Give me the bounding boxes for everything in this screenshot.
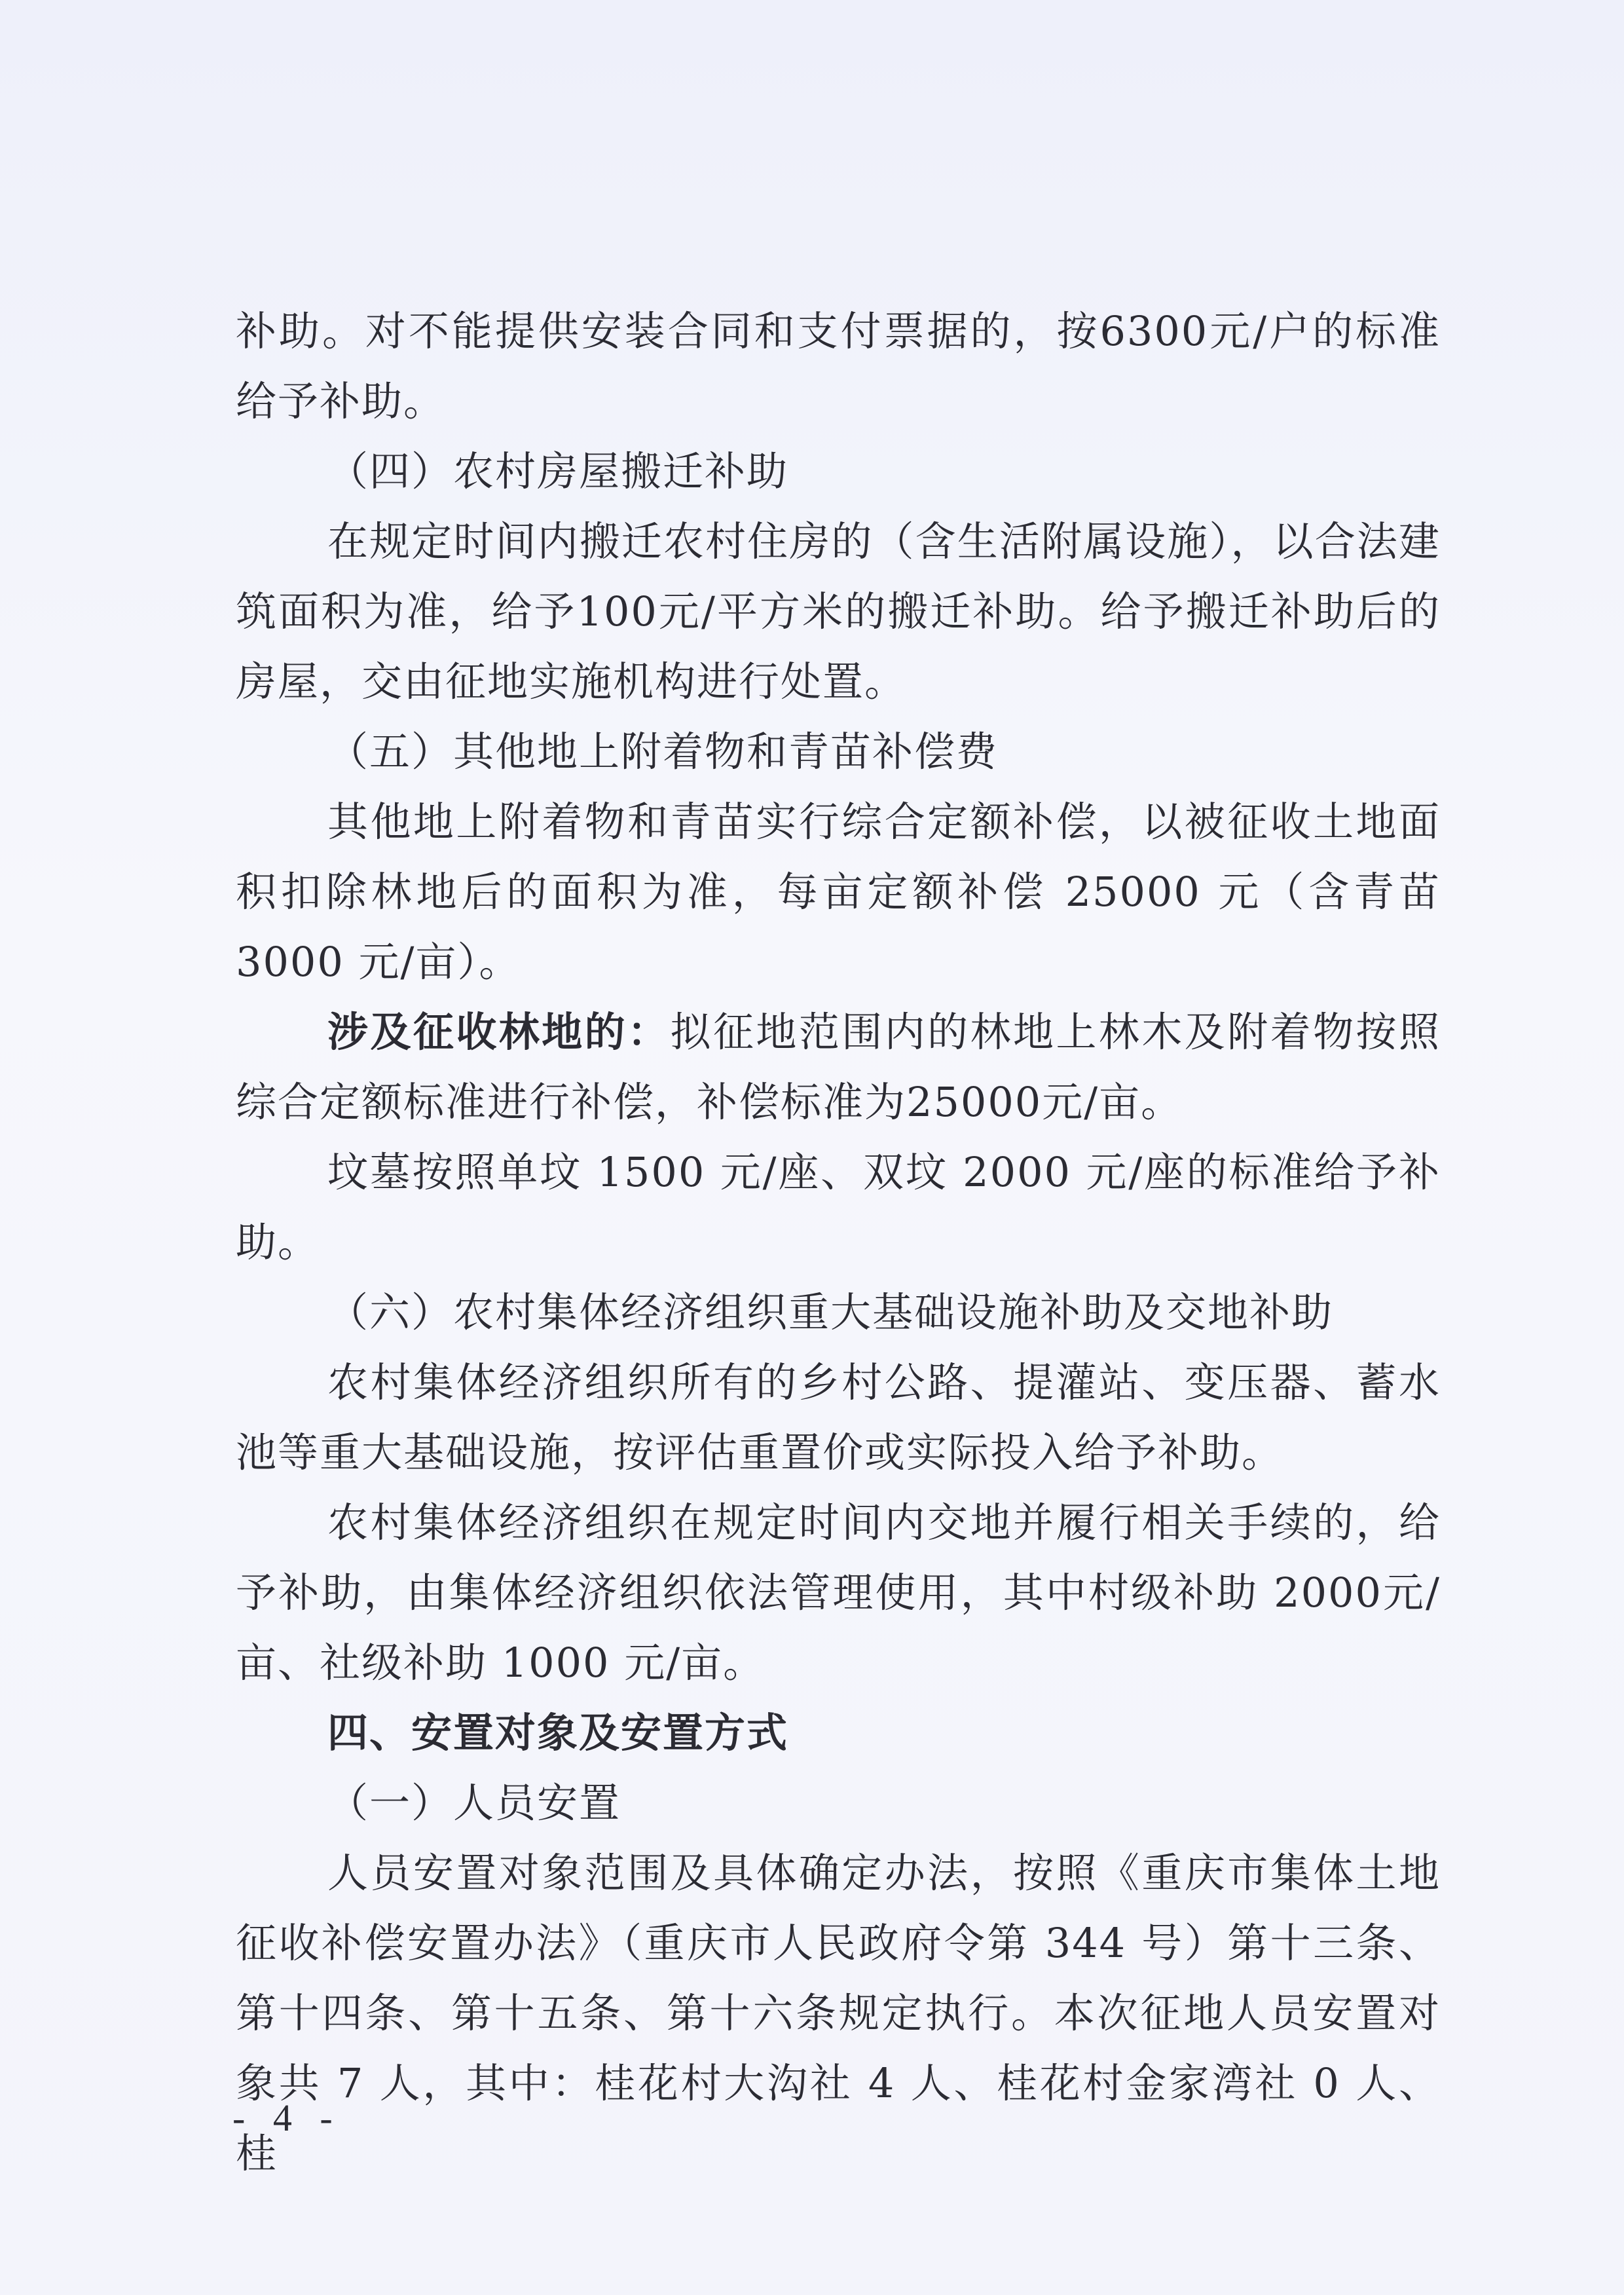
paragraph-land-handover: 农村集体经济组织在规定时间内交地并履行相关手续的，给予补助，由集体经济组织依法管理使用，其中村级补助 2000元/亩、社级补助 1000 元/亩。	[236, 1499, 1441, 1687]
paragraph-personnel: 人员安置对象范围及具体确定办法，按照《重庆市集体土地征收补偿安置办法》（重庆市人民政府令第 344 号）第十三条、第十四条、第十五条、第十六条规定执行。本次征地人员安置对象共 7 人，其中：桂花村大沟社 4 人、桂花村金家湾社 0 人、桂	[236, 1849, 1441, 2177]
paragraph-attachments: 其他地上附着物和青苗实行综合定额补偿，以被征收土地面积扣除林地后的面积为准，每亩定额补偿 25000 元（含青苗3000 元/亩）。	[236, 798, 1441, 986]
heading-infrastructure: （六）农村集体经济组织重大基础设施补助及交地补助	[327, 1288, 1334, 1336]
paragraph-forest-land	[236, 997, 1441, 1137]
page-number: - 4 -	[232, 2097, 342, 2139]
heading-attachments: （五）其他地上附着物和青苗补偿费	[327, 728, 999, 775]
heading-resettlement: 四、安置对象及安置方式	[327, 1709, 789, 1757]
paragraph-graves: 坟墓按照单坟 1500 元/座、双坟 2000 元/座的标准给予补助。	[236, 1148, 1441, 1266]
heading-house-relocation: （四）农村房屋搬迁补助	[327, 447, 789, 495]
body-text	[236, 296, 1441, 2188]
paragraph-infrastructure: 农村集体经济组织所有的乡村公路、提灌站、变压器、蓄水池等重大基础设施，按评估重置价或实际投入给予补助。	[236, 1358, 1441, 1476]
paragraph-relocation: 在规定时间内搬迁农村住房的（含生活附属设施），以合法建筑面积为准，给予100元/平方米的搬迁补助。给予搬迁补助后的房屋，交由征地实施机构进行处置。	[236, 517, 1441, 705]
forest-land-text: 拟征地范围内的林地上林木及附着物按照综合定额标准进行补偿，补偿标准为25000元/亩。	[236, 1008, 1441, 1126]
paragraph-subsidy-end: 补助。对不能提供安装合同和支付票据的，按6300元/户的标准给予补助。	[236, 307, 1441, 425]
heading-personnel: （一）人员安置	[327, 1779, 621, 1827]
forest-land-lead: 涉及征收林地的：	[327, 1008, 671, 1056]
